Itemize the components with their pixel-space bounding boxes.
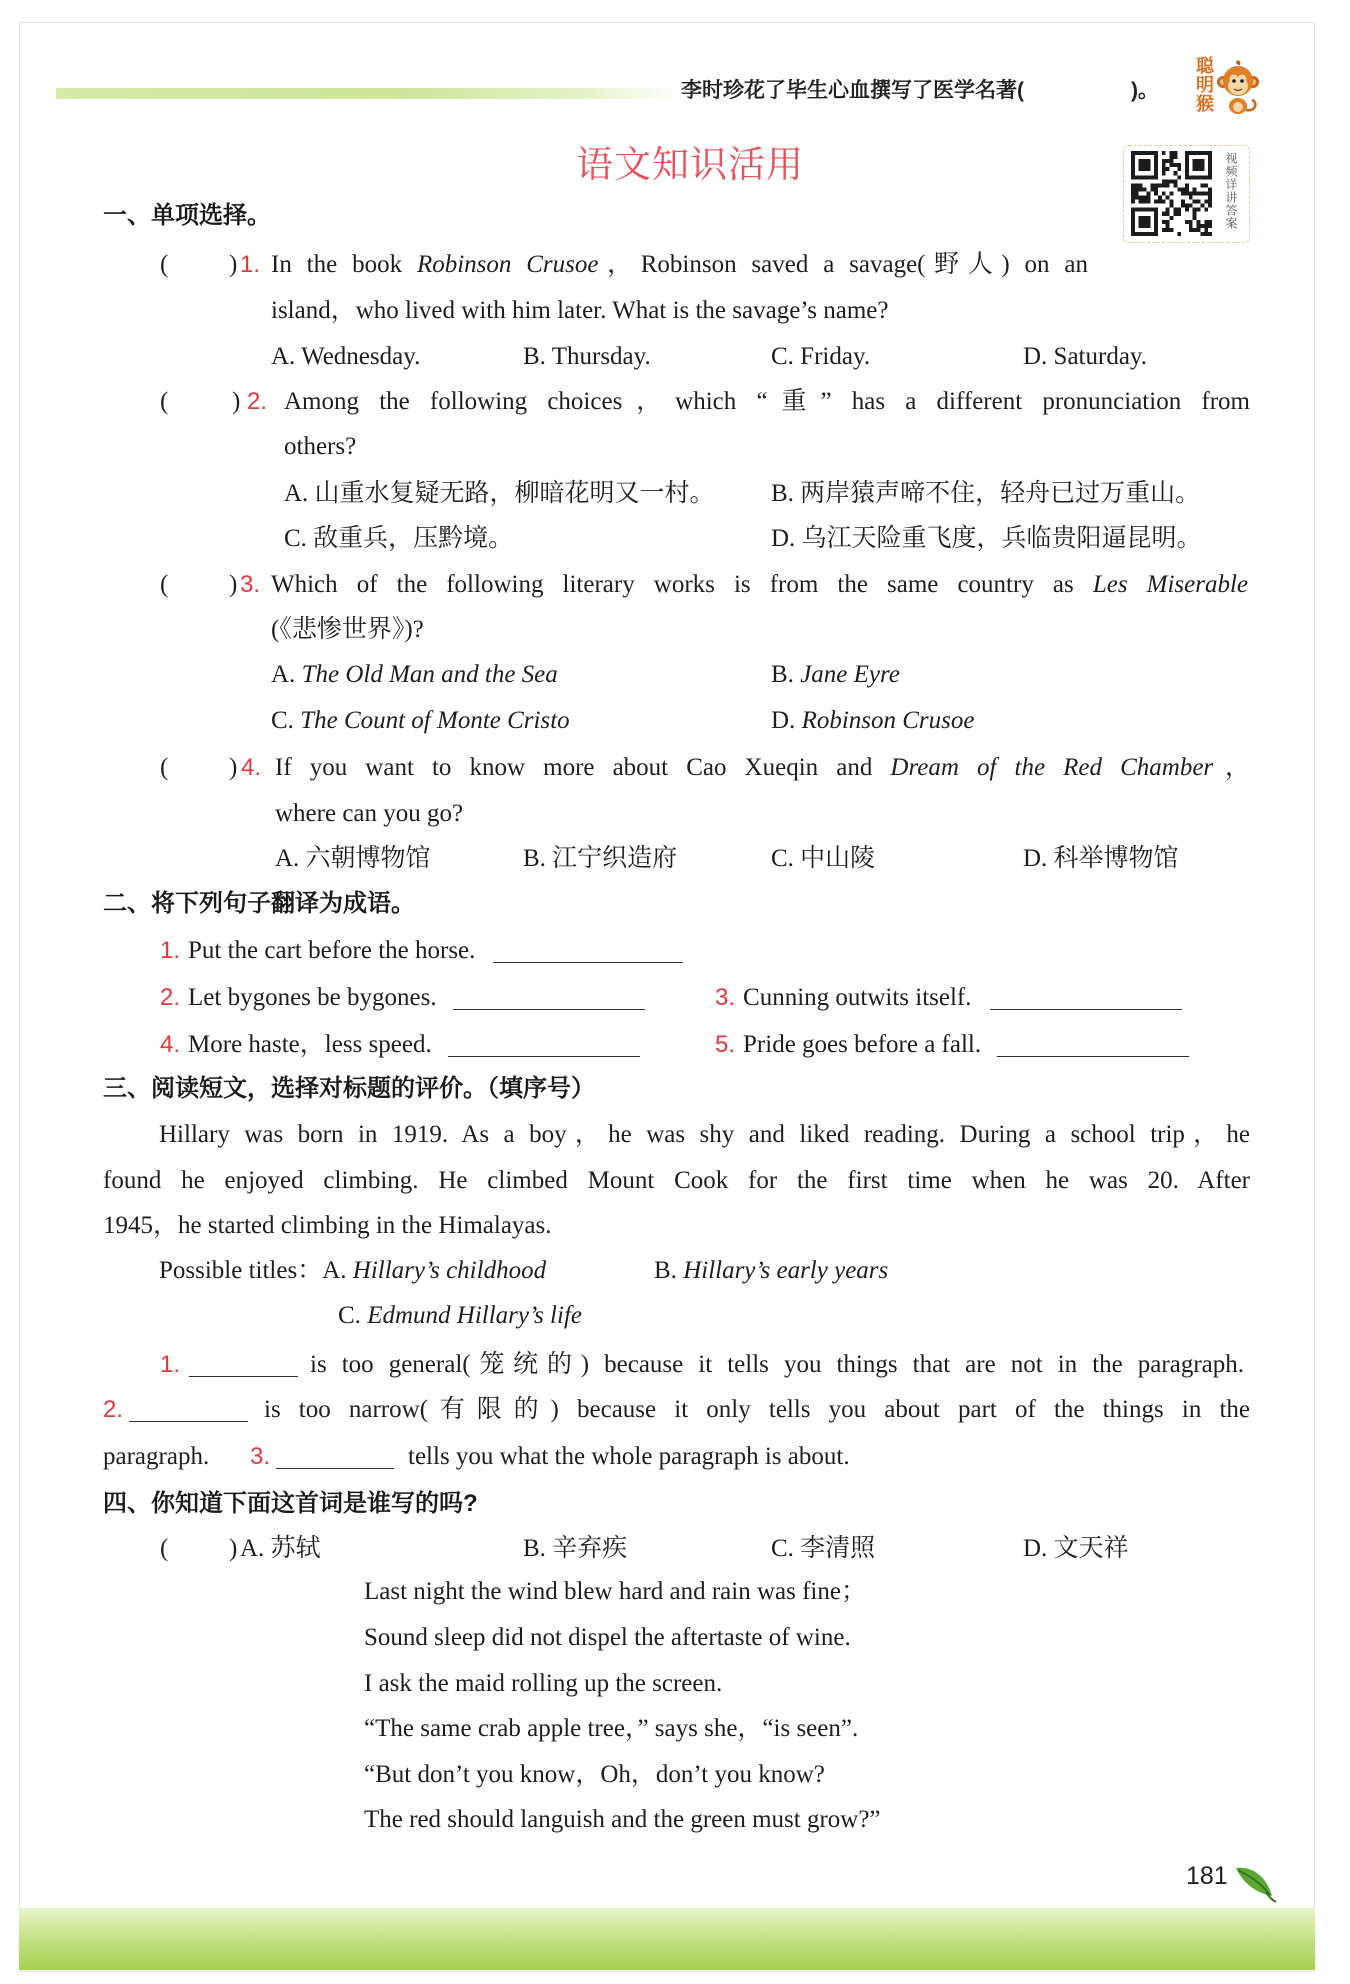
option-b: B. Thursday. xyxy=(523,343,651,370)
option-c: C. 李清照 xyxy=(771,1535,876,1562)
possible-title-b xyxy=(654,1253,888,1289)
evaluation-text-1: is too general(笼统的) because it tells you things that are not in the paragraph. xyxy=(310,1351,1244,1378)
option-d xyxy=(771,703,975,739)
page-title: 语文知识活用 xyxy=(576,144,804,185)
title-text: Edmund Hillary’s life xyxy=(367,1302,582,1329)
option-text: The Count of Monte Cristo xyxy=(300,707,570,734)
title-text: Hillary’s early years xyxy=(683,1257,889,1284)
translation-item xyxy=(715,980,1182,1016)
item-text: Let bygones be bygones. xyxy=(188,984,437,1011)
translation-item xyxy=(715,1027,1189,1063)
item-text: Cunning outwits itself. xyxy=(743,984,972,1011)
answer-blank xyxy=(493,939,683,963)
question-text: If you want to know more about Cao Xueqin and xyxy=(275,754,891,781)
header-quiz-question: 李时珍花了毕生心血撰写了医学名著( xyxy=(681,79,1024,102)
passage-line-2: found he enjoyed climbing. He climbed Mount Cook for the first time when he was 20. After xyxy=(103,1167,1250,1194)
answer-bracket-close: ) xyxy=(229,1535,238,1562)
option-d: D. 科举博物馆 xyxy=(1023,845,1179,872)
question-1-line-1 xyxy=(271,247,1088,283)
question-text: In the book xyxy=(271,251,417,278)
option-c: C. Friday. xyxy=(771,343,871,370)
option-a: A. 苏轼 xyxy=(240,1535,321,1562)
monkey-logo-icon xyxy=(1216,60,1260,118)
answer-bracket-open: ( xyxy=(160,754,169,781)
question-4-line-1 xyxy=(275,750,1250,786)
item-number: 4. xyxy=(160,1031,181,1058)
answer-bracket-open: ( xyxy=(160,388,169,415)
answer-bracket-close: ) xyxy=(232,388,241,415)
book-title: Les Miserable xyxy=(1092,571,1248,598)
poem-line: The red should languish and the green must grow?” xyxy=(364,1806,881,1833)
question-3-line-1 xyxy=(271,567,1248,603)
option-d: D. 乌江天险重飞度，兵临贵阳逼昆明。 xyxy=(771,525,1202,552)
item-text: Pride goes before a fall. xyxy=(743,1031,982,1058)
option-a: A. 山重水复疑无路，柳暗花明又一村。 xyxy=(284,480,715,507)
qr-code-icon xyxy=(1131,151,1212,236)
question-number: 1. xyxy=(160,1351,181,1378)
title-text: Hillary’s childhood xyxy=(352,1257,547,1284)
question-text: ， xyxy=(1213,754,1250,781)
option-b xyxy=(771,657,900,693)
translation-item xyxy=(160,933,683,969)
question-text: ，Robinson saved a savage(野人) on an xyxy=(598,251,1088,278)
section-heading-1: 一、单项选择。 xyxy=(103,202,271,229)
option-letter: D. xyxy=(771,707,802,734)
option-a xyxy=(271,657,558,693)
evaluation-question-1 xyxy=(160,1347,298,1383)
passage-line-3: 1945，he started climbing in the Himalayas. xyxy=(103,1212,552,1239)
title-letter: C. xyxy=(338,1302,368,1329)
evaluation-text-2-continued: paragraph. xyxy=(103,1443,210,1470)
question-number: 3. xyxy=(240,571,261,598)
evaluation-question-2 xyxy=(103,1392,248,1428)
answer-blank xyxy=(276,1445,394,1469)
option-b: B. 两岸猿声啼不住，轻舟已过万重山。 xyxy=(771,480,1201,507)
option-d: D. Saturday. xyxy=(1023,343,1148,370)
answer-bracket-open: ( xyxy=(160,571,169,598)
item-number: 2. xyxy=(160,984,181,1011)
poem-line: I ask the maid rolling up the screen. xyxy=(364,1670,723,1697)
question-number: 2. xyxy=(247,388,268,415)
book-title: Robinson Crusoe xyxy=(416,251,599,278)
passage-line-1: Hillary was born in 1919. As a boy，he was shy and liked reading. During a school trip，he xyxy=(159,1121,1250,1148)
evaluation-question-3 xyxy=(250,1439,850,1475)
option-letter: C. xyxy=(271,707,301,734)
answer-bracket-open: ( xyxy=(160,251,169,278)
translation-item xyxy=(160,980,645,1016)
evaluation-text-2: is too narrow(有限的) because it only tells you about part of the things in the xyxy=(264,1396,1250,1423)
answer-bracket-close: ) xyxy=(229,754,238,781)
possible-title-c xyxy=(338,1298,582,1334)
titles-label: Possible titles： xyxy=(159,1257,323,1284)
option-c: C. 敌重兵，压黔境。 xyxy=(284,525,514,552)
question-2-line-1: Among the following choices，which “重” has a different pronunciation from xyxy=(284,388,1250,415)
option-b: B. 辛弃疾 xyxy=(523,1535,628,1562)
answer-bracket-close: ) xyxy=(229,571,238,598)
logo-text: 聪明猴 xyxy=(1194,56,1214,113)
poem-line: Last night the wind blew hard and rain was fine； xyxy=(364,1578,866,1605)
possible-title-a xyxy=(159,1253,546,1289)
question-text: Which of the following literary works is from the same country as xyxy=(271,571,1093,598)
question-number: 2. xyxy=(103,1396,124,1423)
question-2-line-2: others? xyxy=(284,433,357,460)
evaluation-text-3: tells you what the whole paragraph is about. xyxy=(408,1443,850,1470)
title-letter: B. xyxy=(654,1257,684,1284)
question-number: 1. xyxy=(240,251,261,278)
option-c: C. 中山陵 xyxy=(771,845,876,872)
leaf-icon xyxy=(1232,1860,1278,1906)
option-a: A. Wednesday. xyxy=(271,343,421,370)
answer-blank xyxy=(129,1398,248,1422)
option-letter: A. xyxy=(271,661,302,688)
answer-blank xyxy=(997,1033,1189,1057)
item-text: More haste，less speed. xyxy=(188,1031,432,1058)
option-a: A. 六朝博物馆 xyxy=(275,845,431,872)
section-heading-3: 三、阅读短文，选择对标题的评价。（填序号） xyxy=(103,1075,595,1102)
header-quiz-suffix: )。 xyxy=(1131,79,1159,102)
option-c xyxy=(271,703,570,739)
option-text: Jane Eyre xyxy=(800,661,900,688)
option-text: Robinson Crusoe xyxy=(801,707,975,734)
item-text: Put the cart before the horse. xyxy=(188,937,476,964)
option-b: B. 江宁织造府 xyxy=(523,845,678,872)
title-letter: A. xyxy=(322,1257,353,1284)
header-green-bar xyxy=(56,88,678,99)
question-number: 3. xyxy=(250,1443,271,1470)
answer-blank xyxy=(448,1033,640,1057)
answer-blank xyxy=(990,986,1182,1010)
poem-line: “The same crab apple tree，” says she，“is seen”. xyxy=(364,1715,859,1742)
qr-caption: 视频详讲答案 xyxy=(1224,152,1238,230)
page-number: 181 xyxy=(1186,1862,1228,1890)
option-d: D. 文天祥 xyxy=(1023,1535,1129,1562)
answer-blank xyxy=(453,986,645,1010)
answer-bracket-close: ) xyxy=(229,251,238,278)
question-3-line-2: (《悲惨世界》)? xyxy=(271,616,424,643)
item-number: 3. xyxy=(715,984,736,1011)
poem-line: “But don’t you know，Oh，don’t you know? xyxy=(364,1761,825,1788)
book-title: Dream of the Red Chamber xyxy=(890,754,1214,781)
question-number: 4. xyxy=(241,754,262,781)
question-1-line-2: island，who lived with him later. What is the savage’s name? xyxy=(271,297,889,324)
item-number: 1. xyxy=(160,937,181,964)
section-heading-4: 四、你知道下面这首词是谁写的吗? xyxy=(103,1490,478,1517)
footer-green-band xyxy=(19,1908,1315,1970)
answer-blank xyxy=(189,1353,298,1377)
answer-bracket-open: ( xyxy=(160,1535,169,1562)
section-heading-2: 二、将下列句子翻译为成语。 xyxy=(103,890,415,917)
poem-line: Sound sleep did not dispel the aftertaste of wine. xyxy=(364,1624,851,1651)
option-text: The Old Man and the Sea xyxy=(301,661,558,688)
translation-item xyxy=(160,1027,640,1063)
option-letter: B. xyxy=(771,661,801,688)
item-number: 5. xyxy=(715,1031,736,1058)
question-4-line-2: where can you go? xyxy=(275,800,464,827)
